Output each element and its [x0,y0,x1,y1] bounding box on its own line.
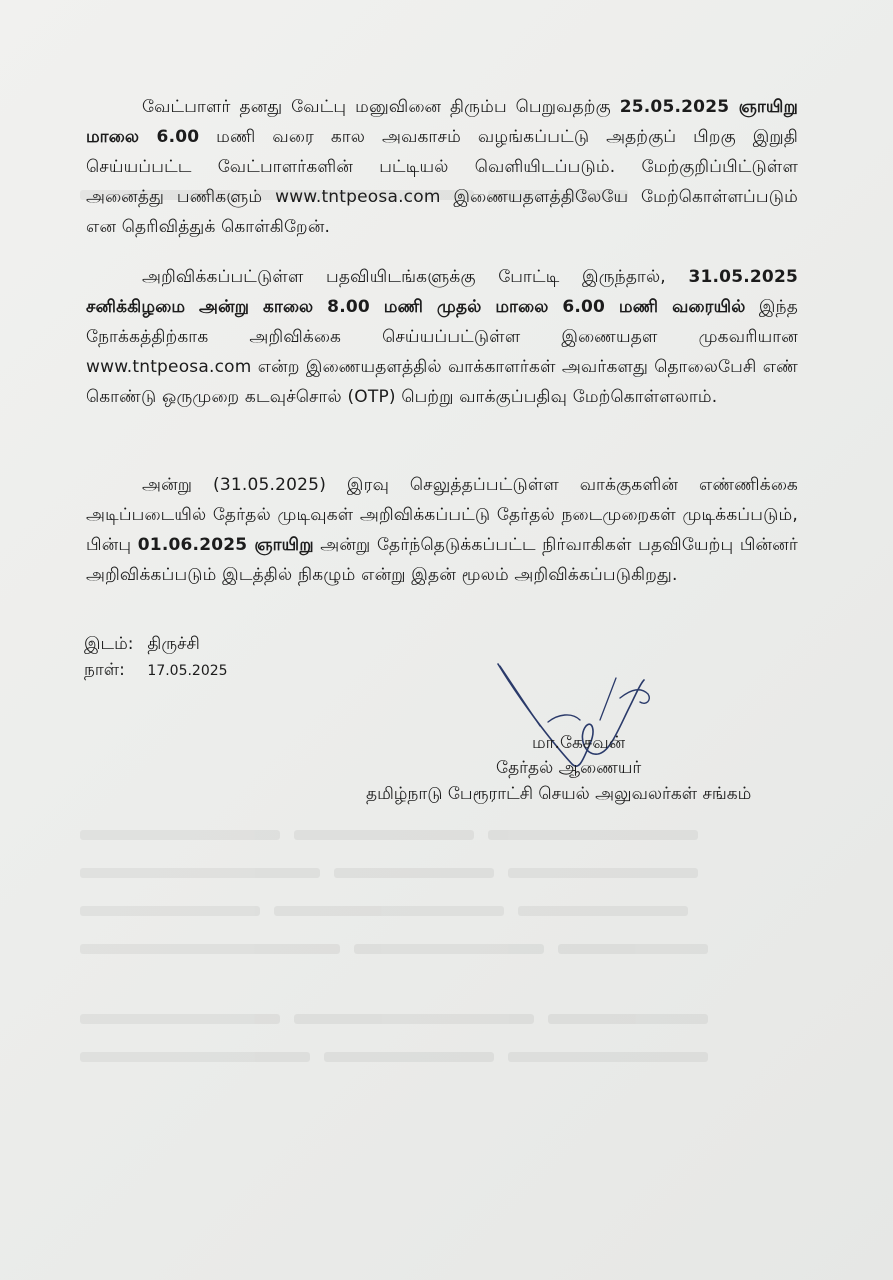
bleed-through-line [80,1042,800,1072]
signatory-name: மா.கேசவன் [532,733,626,753]
date-label: நாள்: [84,660,125,680]
place-line [84,634,200,656]
place-value: திருச்சி [147,634,200,654]
p3-text-1: அன்று (31.05.2025) இரவு செலுத்தப்பட்டுள்ள வாக்குகளின் எண்ணிக்கை அடிப்படையில் தேர்தல் முடிவுகள் அறிவிக்கப்பட்டு தேர்தல் நடைமுறைகள் முடிக்கப்படும், பின்பு [86,475,798,555]
bleed-through-line [80,1004,800,1034]
paragraph-withdrawal-deadline [86,92,798,242]
signatory-title: தேர்தல் ஆணையர் [496,758,642,778]
place-label: இடம்: [84,634,134,654]
p2-bold-voting-time: 31.05.2025 சனிக்கிழமை அன்று காலை 8.00 மணி முதல் மாலை 6.00 மணி வரையில் [86,267,798,317]
bleed-through-line [80,820,800,850]
bleed-through-line [80,934,800,964]
date-line [84,660,228,682]
p3-bold-oath-date: 01.06.2025 ஞாயிறு [137,535,314,555]
signatory-organization: தமிழ்நாடு பேரூராட்சி செயல் அலுவலர்கள் சங்கம் [366,784,752,804]
p3-text-2: அன்று தேர்ந்தெடுக்கப்பட்ட நிர்வாகிகள் பதவியேற்பு பின்னர் அறிவிக்கப்படும் இடத்தில் நிகழும் என்று இதன் மூலம் அறிவிக்கப்படுகிறது. [86,535,798,585]
bleed-through-line [80,858,800,888]
p1-text-1: வேட்பாளர் தனது வேட்பு மனுவினை திரும்ப பெறுவதற்கு [142,97,620,117]
p1-text-2: மணி வரை கால அவகாசம் வழங்கப்பட்டு அதற்குப் பிறகு இறுதி செய்யப்பட்ட வேட்பாளர்களின் பட்டியல் வெளியிடப்படும். மேற்குறிப்பிட்டுள்ள அனைத்து பணிகளும் www.tntpeosa.com இணையதளத்திலேயே மேற்கொள்ளப்படும் என தெரிவித்துக் கொள்கிறேன். [86,127,798,237]
p1-bold-deadline: 25.05.2025 ஞாயிறு மாலை 6.00 [86,97,798,147]
p2-text-1: அறிவிக்கப்பட்டுள்ள பதவியிடங்களுக்கு போட்டி இருந்தால், [142,267,689,287]
paragraph-voting-schedule [86,262,798,412]
paragraph-results [86,470,798,590]
date-value: 17.05.2025 [147,663,228,679]
p2-text-2: இந்த நோக்கத்திற்காக அறிவிக்கை செய்யப்பட்டுள்ள இணையதள முகவரியான www.tntpeosa.com என்ற இணையதளத்தில் வாக்காளர்கள் அவர்களது தொலைபேசி எண் கொண்டு ஒருமுறை கடவுச்சொல் (OTP) பெற்று வாக்குப்பதிவு மேற்கொள்ளலாம். [86,297,798,407]
bleed-through-line [80,896,800,926]
